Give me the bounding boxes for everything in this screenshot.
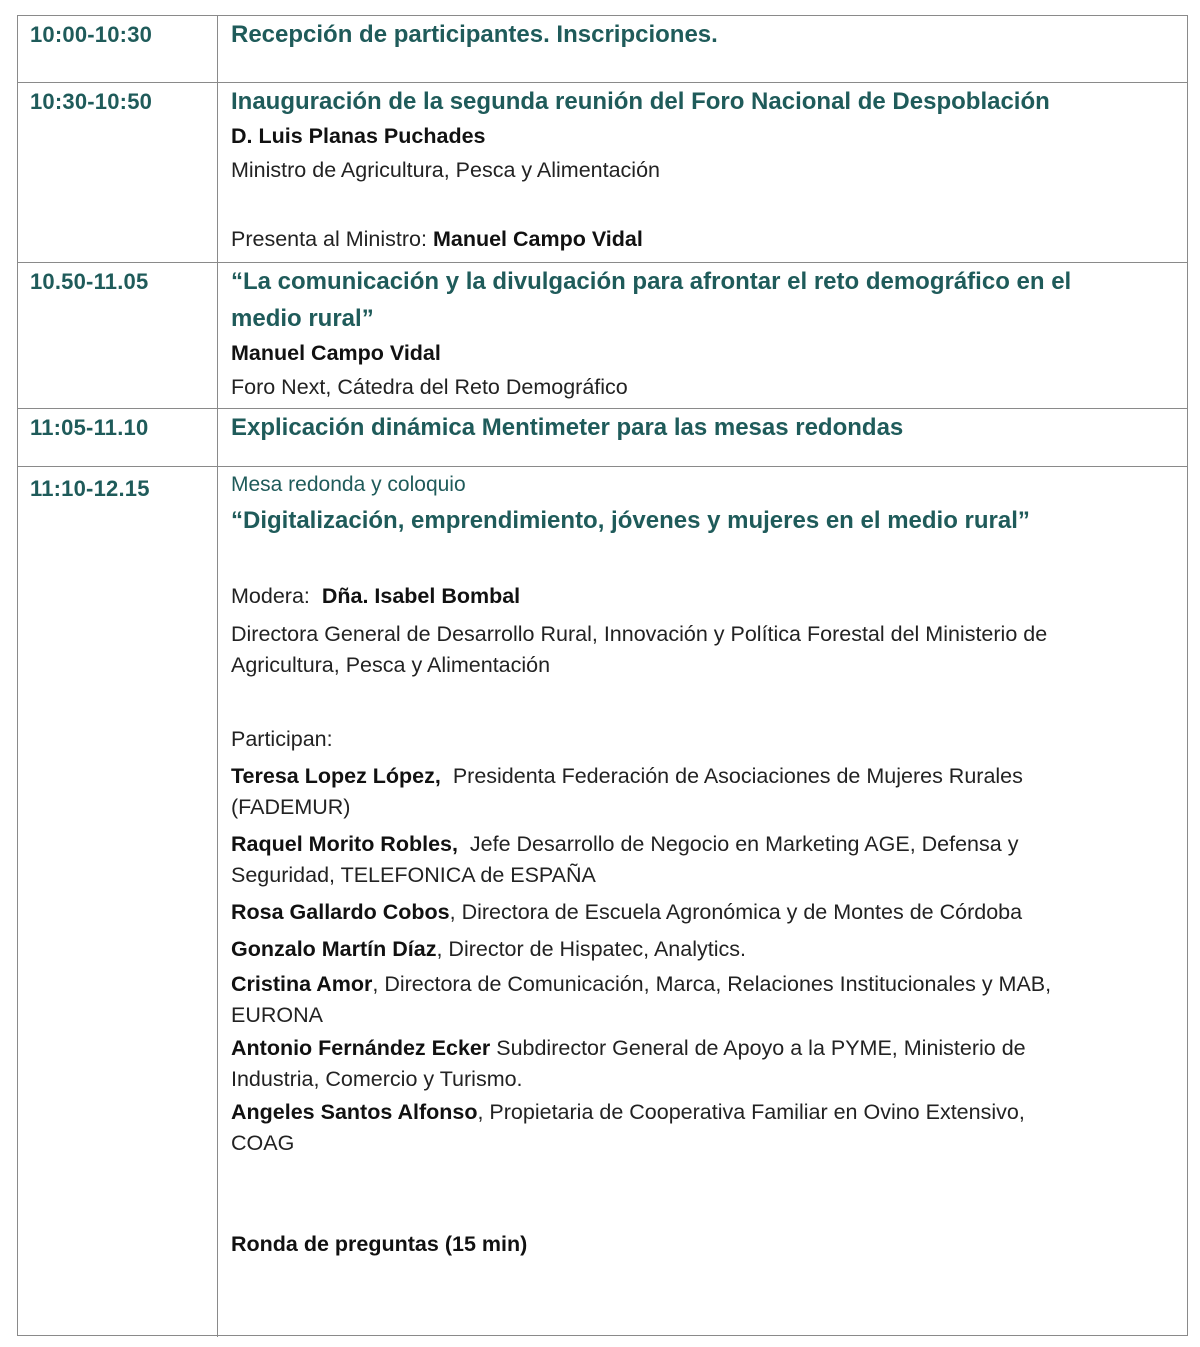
time-slot: 10.50-11.05: [30, 269, 149, 294]
participant-desc: Presidenta Federación de Asociaciones de Mujeres Rurales: [440, 764, 1023, 788]
participant-name: Raquel Morito Robles,: [231, 832, 458, 856]
participant-item: [231, 897, 1157, 928]
presenter-label: Presenta al Ministro:: [231, 227, 433, 251]
participant-name: Angeles Santos Alfonso: [231, 1100, 478, 1124]
participant-desc: Jefe Desarrollo de Negocio en Marketing AGE, Defensa y: [457, 832, 1019, 856]
session-title-line: “La comunicación y la divulgación para afrontar el reto demográfico en el: [231, 268, 1072, 295]
participant-item: [231, 969, 1157, 1031]
participant-desc: Subdirector General de Apoyo a la PYME, Ministerio de: [490, 1036, 1026, 1060]
participant-item: [231, 761, 1157, 823]
participant-desc: , Director de Hispatec, Analytics.: [436, 937, 746, 961]
participant-item: [231, 1033, 1157, 1095]
time-slot: 10:30-10:50: [30, 89, 153, 114]
participant-item: [231, 1097, 1157, 1159]
agenda-row: [18, 263, 1187, 409]
time-slot: 11:05-11.10: [30, 415, 149, 440]
speaker-role: Ministro de Agricultura, Pesca y Alimentación: [231, 158, 661, 182]
participant-name: Cristina Amor: [231, 972, 373, 996]
column-divider: [217, 83, 218, 262]
speaker-role: Foro Next, Cátedra del Reto Demográfico: [231, 375, 628, 399]
moderator-role: Agricultura, Pesca y Alimentación: [231, 653, 551, 677]
column-divider: [217, 16, 218, 82]
agenda-row: [18, 83, 1187, 263]
presenter-line: [231, 224, 1157, 255]
closing-note: Ronda de preguntas (15 min): [231, 1232, 528, 1256]
column-divider: [217, 263, 218, 408]
moderator-label: Modera:: [231, 584, 322, 608]
agenda-row: [18, 409, 1187, 467]
moderator-line: [231, 581, 1157, 612]
participant-desc: , Propietaria de Cooperativa Familiar en Ovino Extensivo,: [477, 1100, 1025, 1124]
participant-desc: Seguridad, TELEFONICA de ESPAÑA: [231, 863, 596, 887]
time-slot: 10:00-10:30: [30, 22, 153, 47]
session-title: “Digitalización, emprendimiento, jóvenes y mujeres en el medio rural”: [231, 507, 1030, 534]
participant-name: Antonio Fernández Ecker: [231, 1036, 491, 1060]
session-title: Explicación dinámica Mentimeter para las mesas redondas: [231, 414, 904, 441]
participant-desc: , Directora de Escuela Agronómica y de Montes de Córdoba: [449, 900, 1023, 924]
participant-desc: EURONA: [231, 1003, 323, 1027]
participants-label: Participan:: [231, 727, 333, 751]
moderator-role: Directora General de Desarrollo Rural, Innovación y Política Forestal del Ministerio de: [231, 622, 1048, 646]
participant-desc: (FADEMUR): [231, 795, 351, 819]
agenda-row: [18, 467, 1187, 1337]
moderator-name: Dña. Isabel Bombal: [321, 584, 521, 608]
participant-desc: Industria, Comercio y Turismo.: [231, 1067, 523, 1091]
session-title-line: medio rural”: [231, 305, 374, 332]
participant-name: Gonzalo Martín Díaz: [231, 937, 437, 961]
column-divider: [217, 409, 218, 466]
participant-name: Rosa Gallardo Cobos: [231, 900, 450, 924]
session-title: Inauguración de la segunda reunión del Foro Nacional de Despoblación: [231, 88, 1050, 115]
participant-item: [231, 829, 1157, 891]
agenda-table: [17, 15, 1188, 1336]
speaker-name: Manuel Campo Vidal: [231, 341, 441, 365]
time-slot: 11:10-12.15: [30, 476, 150, 501]
presenter-name: Manuel Campo Vidal: [432, 227, 643, 251]
participant-name: Teresa Lopez López,: [231, 764, 441, 788]
speaker-name: D. Luis Planas Puchades: [231, 124, 486, 148]
participant-item: [231, 934, 1157, 965]
participant-desc: , Directora de Comunicación, Marca, Relaciones Institucionales y MAB,: [372, 972, 1052, 996]
session-kind: Mesa redonda y coloquio: [231, 473, 466, 496]
column-divider: [217, 467, 218, 1337]
agenda-row: [18, 16, 1187, 83]
participant-desc: COAG: [231, 1131, 295, 1155]
session-title: Recepción de participantes. Inscripciones.: [231, 21, 718, 48]
